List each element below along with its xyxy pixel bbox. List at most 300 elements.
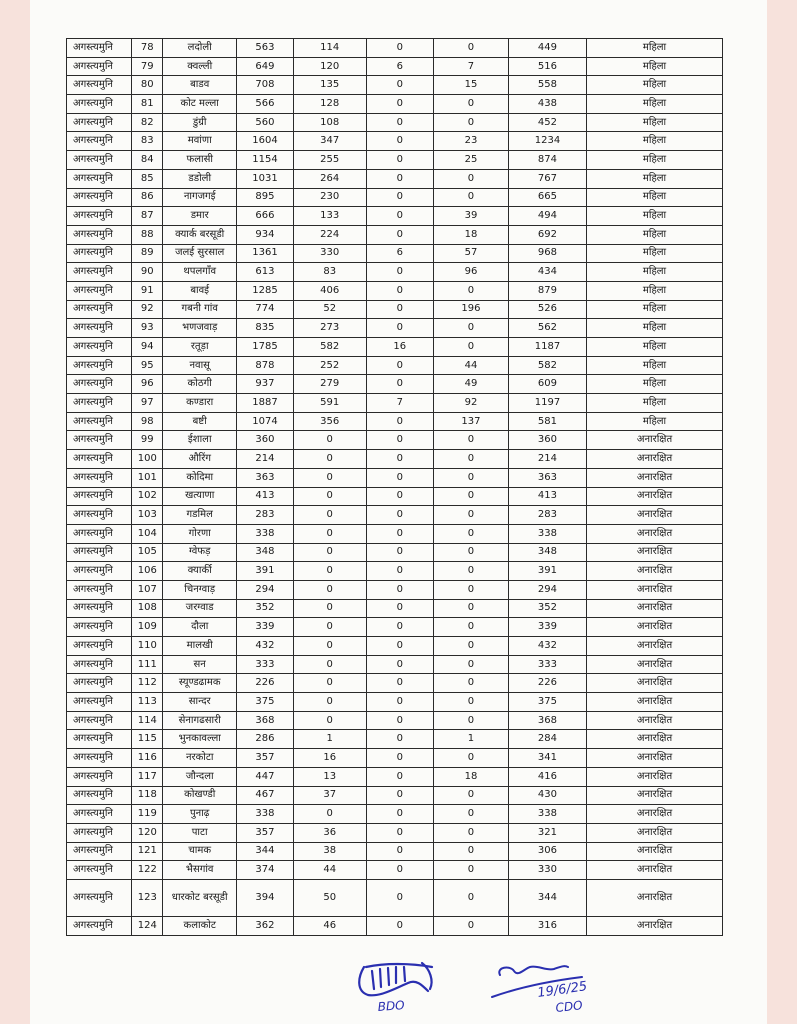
table-row xyxy=(67,39,723,58)
obc-cell: 15 xyxy=(434,76,509,95)
block-cell: अगस्त्यमुनि xyxy=(67,543,132,562)
serial-cell: 97 xyxy=(132,394,163,413)
table-row xyxy=(67,225,723,244)
obc-cell: 39 xyxy=(434,207,509,226)
sc-cell: 38 xyxy=(293,842,366,861)
obc-cell: 0 xyxy=(434,338,509,357)
general-cell: 526 xyxy=(508,300,586,319)
total-cell: 708 xyxy=(237,76,294,95)
block-cell: अगस्त्यमुनि xyxy=(67,749,132,768)
obc-cell: 0 xyxy=(434,113,509,132)
block-cell: अगस्त्यमुनि xyxy=(67,375,132,394)
sc-cell: 0 xyxy=(293,693,366,712)
panchayat-cell: कोठगी xyxy=(163,375,237,394)
block-cell: अगस्त्यमुनि xyxy=(67,786,132,805)
serial-cell: 95 xyxy=(132,356,163,375)
obc-cell: 0 xyxy=(434,618,509,637)
block-cell: अगस्त्यमुनि xyxy=(67,637,132,656)
table-row xyxy=(67,655,723,674)
obc-cell: 0 xyxy=(434,169,509,188)
serial-cell: 89 xyxy=(132,244,163,263)
table-row xyxy=(67,450,723,469)
serial-cell: 121 xyxy=(132,842,163,861)
total-cell: 338 xyxy=(237,805,294,824)
total-cell: 895 xyxy=(237,188,294,207)
reservation-cell: अनारक्षित xyxy=(587,506,723,525)
serial-cell: 96 xyxy=(132,375,163,394)
total-cell: 294 xyxy=(237,580,294,599)
reservation-cell: अनारक्षित xyxy=(587,786,723,805)
block-cell: अगस्त्यमुनि xyxy=(67,319,132,338)
obc-cell: 0 xyxy=(434,580,509,599)
sc-cell: 0 xyxy=(293,431,366,450)
reservation-cell: महिला xyxy=(587,244,723,263)
obc-cell: 57 xyxy=(434,244,509,263)
obc-cell: 0 xyxy=(434,95,509,114)
panchayat-cell: सान्दर xyxy=(163,693,237,712)
st-cell: 0 xyxy=(366,805,433,824)
block-cell: अगस्त्यमुनि xyxy=(67,244,132,263)
general-cell: 316 xyxy=(508,916,586,935)
sc-cell: 46 xyxy=(293,916,366,935)
obc-cell: 92 xyxy=(434,394,509,413)
sc-cell: 128 xyxy=(293,95,366,114)
st-cell: 0 xyxy=(366,599,433,618)
st-cell: 0 xyxy=(366,151,433,170)
general-cell: 430 xyxy=(508,786,586,805)
reservation-cell: अनारक्षित xyxy=(587,431,723,450)
serial-cell: 91 xyxy=(132,281,163,300)
total-cell: 1154 xyxy=(237,151,294,170)
table-row xyxy=(67,412,723,431)
total-cell: 413 xyxy=(237,487,294,506)
reservation-cell: महिला xyxy=(587,169,723,188)
obc-cell: 0 xyxy=(434,805,509,824)
block-cell: अगस्त्यमुनि xyxy=(67,805,132,824)
panchayat-cell: बष्टी xyxy=(163,412,237,431)
sc-cell: 224 xyxy=(293,225,366,244)
obc-cell: 44 xyxy=(434,356,509,375)
table-row xyxy=(67,487,723,506)
sc-cell: 135 xyxy=(293,76,366,95)
serial-cell: 94 xyxy=(132,338,163,357)
panchayat-cell: बावई xyxy=(163,281,237,300)
serial-cell: 105 xyxy=(132,543,163,562)
serial-cell: 98 xyxy=(132,412,163,431)
panchayat-cell: सन xyxy=(163,655,237,674)
reservation-cell: अनारक्षित xyxy=(587,749,723,768)
general-cell: 214 xyxy=(508,450,586,469)
st-cell: 0 xyxy=(366,693,433,712)
panchayat-cell: चिनग्वाड़ xyxy=(163,580,237,599)
panchayat-cell: क्यार्क बरसूडी xyxy=(163,225,237,244)
sc-cell: 0 xyxy=(293,711,366,730)
table-row xyxy=(67,693,723,712)
st-cell: 0 xyxy=(366,375,433,394)
general-cell: 368 xyxy=(508,711,586,730)
block-cell: अगस्त्यमुनि xyxy=(67,188,132,207)
total-cell: 560 xyxy=(237,113,294,132)
serial-cell: 88 xyxy=(132,225,163,244)
table-row xyxy=(67,562,723,581)
general-cell: 516 xyxy=(508,57,586,76)
st-cell: 0 xyxy=(366,749,433,768)
table-row xyxy=(67,861,723,880)
table-row xyxy=(67,842,723,861)
general-cell: 452 xyxy=(508,113,586,132)
reservation-table xyxy=(66,38,723,936)
table-row xyxy=(67,57,723,76)
total-cell: 362 xyxy=(237,916,294,935)
panchayat-cell: कण्डारा xyxy=(163,394,237,413)
sc-cell: 1 xyxy=(293,730,366,749)
reservation-cell: अनारक्षित xyxy=(587,842,723,861)
general-cell: 438 xyxy=(508,95,586,114)
panchayat-cell: जरग्वाड xyxy=(163,599,237,618)
serial-cell: 108 xyxy=(132,599,163,618)
block-cell: अगस्त्यमुनि xyxy=(67,767,132,786)
st-cell: 7 xyxy=(366,394,433,413)
reservation-cell: अनारक्षित xyxy=(587,674,723,693)
block-cell: अगस्त्यमुनि xyxy=(67,412,132,431)
table-row xyxy=(67,805,723,824)
table-row xyxy=(67,916,723,935)
sc-cell: 108 xyxy=(293,113,366,132)
total-cell: 613 xyxy=(237,263,294,282)
general-cell: 434 xyxy=(508,263,586,282)
serial-cell: 116 xyxy=(132,749,163,768)
st-cell: 0 xyxy=(366,580,433,599)
panchayat-cell: कलाकोट xyxy=(163,916,237,935)
obc-cell: 1 xyxy=(434,730,509,749)
st-cell: 16 xyxy=(366,338,433,357)
total-cell: 447 xyxy=(237,767,294,786)
block-cell: अगस्त्यमुनि xyxy=(67,57,132,76)
signatures xyxy=(350,955,630,1017)
total-cell: 566 xyxy=(237,95,294,114)
total-cell: 666 xyxy=(237,207,294,226)
st-cell: 0 xyxy=(366,95,433,114)
block-cell: अगस्त्यमुनि xyxy=(67,580,132,599)
total-cell: 363 xyxy=(237,468,294,487)
total-cell: 338 xyxy=(237,524,294,543)
serial-cell: 118 xyxy=(132,786,163,805)
table-row xyxy=(67,431,723,450)
panchayat-cell: दौला xyxy=(163,618,237,637)
serial-cell: 111 xyxy=(132,655,163,674)
st-cell: 0 xyxy=(366,842,433,861)
panchayat-cell: मालखी xyxy=(163,637,237,656)
serial-cell: 83 xyxy=(132,132,163,151)
panchayat-cell: ईशाला xyxy=(163,431,237,450)
obc-cell: 0 xyxy=(434,711,509,730)
panchayat-cell: जौन्दला xyxy=(163,767,237,786)
reservation-cell: अनारक्षित xyxy=(587,580,723,599)
obc-cell: 0 xyxy=(434,879,509,916)
general-cell: 341 xyxy=(508,749,586,768)
total-cell: 1031 xyxy=(237,169,294,188)
sc-cell: 0 xyxy=(293,468,366,487)
block-cell: अगस्त्यमुनि xyxy=(67,431,132,450)
st-cell: 0 xyxy=(366,225,433,244)
general-cell: 449 xyxy=(508,39,586,58)
general-cell: 306 xyxy=(508,842,586,861)
st-cell: 0 xyxy=(366,506,433,525)
st-cell: 0 xyxy=(366,188,433,207)
total-cell: 352 xyxy=(237,599,294,618)
total-cell: 214 xyxy=(237,450,294,469)
panchayat-cell: चामक xyxy=(163,842,237,861)
general-cell: 1234 xyxy=(508,132,586,151)
panchayat-cell: गोरणा xyxy=(163,524,237,543)
table-row xyxy=(67,263,723,282)
table-row xyxy=(67,151,723,170)
serial-cell: 107 xyxy=(132,580,163,599)
serial-cell: 102 xyxy=(132,487,163,506)
general-cell: 968 xyxy=(508,244,586,263)
sc-cell: 347 xyxy=(293,132,366,151)
general-cell: 348 xyxy=(508,543,586,562)
block-cell: अगस्त्यमुनि xyxy=(67,693,132,712)
serial-cell: 112 xyxy=(132,674,163,693)
table-body xyxy=(67,39,723,936)
reservation-cell: महिला xyxy=(587,356,723,375)
st-cell: 0 xyxy=(366,412,433,431)
panchayat-cell: सेनागढसारी xyxy=(163,711,237,730)
panchayat-cell: रतूड़ा xyxy=(163,338,237,357)
block-cell: अगस्त्यमुनि xyxy=(67,524,132,543)
reservation-cell: महिला xyxy=(587,375,723,394)
sc-cell: 120 xyxy=(293,57,366,76)
sc-cell: 252 xyxy=(293,356,366,375)
general-cell: 562 xyxy=(508,319,586,338)
reservation-cell: महिला xyxy=(587,188,723,207)
general-cell: 321 xyxy=(508,823,586,842)
st-cell: 0 xyxy=(366,169,433,188)
block-cell: अगस्त्यमुनि xyxy=(67,39,132,58)
sc-cell: 0 xyxy=(293,580,366,599)
block-cell: अगस्त्यमुनि xyxy=(67,861,132,880)
reservation-cell: महिला xyxy=(587,338,723,357)
serial-cell: 100 xyxy=(132,450,163,469)
table-row xyxy=(67,730,723,749)
reservation-cell: महिला xyxy=(587,132,723,151)
total-cell: 774 xyxy=(237,300,294,319)
panchayat-cell: औरिंग xyxy=(163,450,237,469)
serial-cell: 99 xyxy=(132,431,163,450)
obc-cell: 0 xyxy=(434,524,509,543)
general-cell: 874 xyxy=(508,151,586,170)
serial-cell: 101 xyxy=(132,468,163,487)
table-row xyxy=(67,132,723,151)
reservation-cell: महिला xyxy=(587,394,723,413)
serial-cell: 117 xyxy=(132,767,163,786)
obc-cell: 0 xyxy=(434,823,509,842)
table-row xyxy=(67,524,723,543)
obc-cell: 18 xyxy=(434,225,509,244)
total-cell: 368 xyxy=(237,711,294,730)
block-cell: अगस्त्यमुनि xyxy=(67,730,132,749)
table-row xyxy=(67,711,723,730)
st-cell: 0 xyxy=(366,767,433,786)
general-cell: 284 xyxy=(508,730,586,749)
serial-cell: 104 xyxy=(132,524,163,543)
block-cell: अगस्त्यमुनि xyxy=(67,879,132,916)
general-cell: 283 xyxy=(508,506,586,525)
sc-cell: 0 xyxy=(293,524,366,543)
st-cell: 0 xyxy=(366,76,433,95)
sc-cell: 273 xyxy=(293,319,366,338)
general-cell: 352 xyxy=(508,599,586,618)
total-cell: 344 xyxy=(237,842,294,861)
st-cell: 0 xyxy=(366,543,433,562)
table-row xyxy=(67,637,723,656)
serial-cell: 85 xyxy=(132,169,163,188)
total-cell: 360 xyxy=(237,431,294,450)
sc-cell: 0 xyxy=(293,562,366,581)
serial-cell: 92 xyxy=(132,300,163,319)
block-cell: अगस्त्यमुनि xyxy=(67,562,132,581)
bdo-label: BDO xyxy=(377,998,406,1014)
obc-cell: 49 xyxy=(434,375,509,394)
reservation-cell: महिला xyxy=(587,151,723,170)
reservation-cell: महिला xyxy=(587,76,723,95)
panchayat-cell: कोदिमा xyxy=(163,468,237,487)
st-cell: 6 xyxy=(366,244,433,263)
sc-cell: 0 xyxy=(293,487,366,506)
total-cell: 934 xyxy=(237,225,294,244)
reservation-cell: अनारक्षित xyxy=(587,468,723,487)
general-cell: 494 xyxy=(508,207,586,226)
table-row xyxy=(67,468,723,487)
total-cell: 1285 xyxy=(237,281,294,300)
sc-cell: 36 xyxy=(293,823,366,842)
obc-cell: 25 xyxy=(434,151,509,170)
block-cell: अगस्त्यमुनि xyxy=(67,113,132,132)
general-cell: 1187 xyxy=(508,338,586,357)
reservation-cell: महिला xyxy=(587,225,723,244)
obc-cell: 0 xyxy=(434,487,509,506)
total-cell: 283 xyxy=(237,506,294,525)
block-cell: अगस्त्यमुनि xyxy=(67,281,132,300)
table-row xyxy=(67,599,723,618)
st-cell: 0 xyxy=(366,300,433,319)
panchayat-cell: डडोली xyxy=(163,169,237,188)
table-row xyxy=(67,543,723,562)
sc-cell: 406 xyxy=(293,281,366,300)
panchayat-cell: डुंग्री xyxy=(163,113,237,132)
total-cell: 357 xyxy=(237,749,294,768)
block-cell: अगस्त्यमुनि xyxy=(67,655,132,674)
obc-cell: 0 xyxy=(434,562,509,581)
serial-cell: 82 xyxy=(132,113,163,132)
st-cell: 0 xyxy=(366,207,433,226)
total-cell: 394 xyxy=(237,879,294,916)
general-cell: 558 xyxy=(508,76,586,95)
block-cell: अगस्त्यमुनि xyxy=(67,450,132,469)
reservation-cell: अनारक्षित xyxy=(587,450,723,469)
reservation-cell: अनारक्षित xyxy=(587,711,723,730)
table-row xyxy=(67,113,723,132)
serial-cell: 122 xyxy=(132,861,163,880)
block-cell: अगस्त्यमुनि xyxy=(67,95,132,114)
st-cell: 0 xyxy=(366,823,433,842)
reservation-cell: अनारक्षित xyxy=(587,823,723,842)
st-cell: 0 xyxy=(366,524,433,543)
reservation-cell: अनारक्षित xyxy=(587,805,723,824)
serial-cell: 106 xyxy=(132,562,163,581)
total-cell: 878 xyxy=(237,356,294,375)
block-cell: अगस्त्यमुनि xyxy=(67,338,132,357)
general-cell: 294 xyxy=(508,580,586,599)
panchayat-cell: क्वल्ली xyxy=(163,57,237,76)
obc-cell: 0 xyxy=(434,674,509,693)
table-row xyxy=(67,319,723,338)
block-cell: अगस्त्यमुनि xyxy=(67,394,132,413)
total-cell: 1785 xyxy=(237,338,294,357)
serial-cell: 93 xyxy=(132,319,163,338)
block-cell: अगस्त्यमुनि xyxy=(67,76,132,95)
sc-cell: 356 xyxy=(293,412,366,431)
total-cell: 391 xyxy=(237,562,294,581)
general-cell: 879 xyxy=(508,281,586,300)
sc-cell: 44 xyxy=(293,861,366,880)
reservation-cell: महिला xyxy=(587,57,723,76)
obc-cell: 0 xyxy=(434,468,509,487)
total-cell: 357 xyxy=(237,823,294,842)
serial-cell: 120 xyxy=(132,823,163,842)
reservation-cell: अनारक्षित xyxy=(587,543,723,562)
obc-cell: 7 xyxy=(434,57,509,76)
panchayat-cell: पाटा xyxy=(163,823,237,842)
sc-cell: 0 xyxy=(293,674,366,693)
sc-cell: 13 xyxy=(293,767,366,786)
reservation-cell: अनारक्षित xyxy=(587,767,723,786)
cdo-label: CDO xyxy=(554,998,584,1015)
st-cell: 0 xyxy=(366,711,433,730)
panchayat-cell: भैसगांव xyxy=(163,861,237,880)
general-cell: 1197 xyxy=(508,394,586,413)
reservation-cell: अनारक्षित xyxy=(587,861,723,880)
table-row xyxy=(67,207,723,226)
reservation-cell: अनारक्षित xyxy=(587,562,723,581)
general-cell: 339 xyxy=(508,618,586,637)
serial-cell: 80 xyxy=(132,76,163,95)
sc-cell: 0 xyxy=(293,506,366,525)
panchayat-cell: ग्वेफड़ xyxy=(163,543,237,562)
sc-cell: 52 xyxy=(293,300,366,319)
obc-cell: 18 xyxy=(434,767,509,786)
reservation-cell: अनारक्षित xyxy=(587,879,723,916)
panchayat-cell: कोट मल्ला xyxy=(163,95,237,114)
general-cell: 338 xyxy=(508,805,586,824)
reservation-cell: महिला xyxy=(587,39,723,58)
table-row xyxy=(67,375,723,394)
st-cell: 0 xyxy=(366,263,433,282)
panchayat-cell: मवांणा xyxy=(163,132,237,151)
panchayat-cell: खत्याणा xyxy=(163,487,237,506)
obc-cell: 0 xyxy=(434,281,509,300)
total-cell: 374 xyxy=(237,861,294,880)
block-cell: अगस्त्यमुनि xyxy=(67,132,132,151)
reservation-cell: महिला xyxy=(587,113,723,132)
reservation-cell: महिला xyxy=(587,207,723,226)
general-cell: 609 xyxy=(508,375,586,394)
total-cell: 375 xyxy=(237,693,294,712)
st-cell: 0 xyxy=(366,730,433,749)
table-row xyxy=(67,618,723,637)
st-cell: 0 xyxy=(366,637,433,656)
